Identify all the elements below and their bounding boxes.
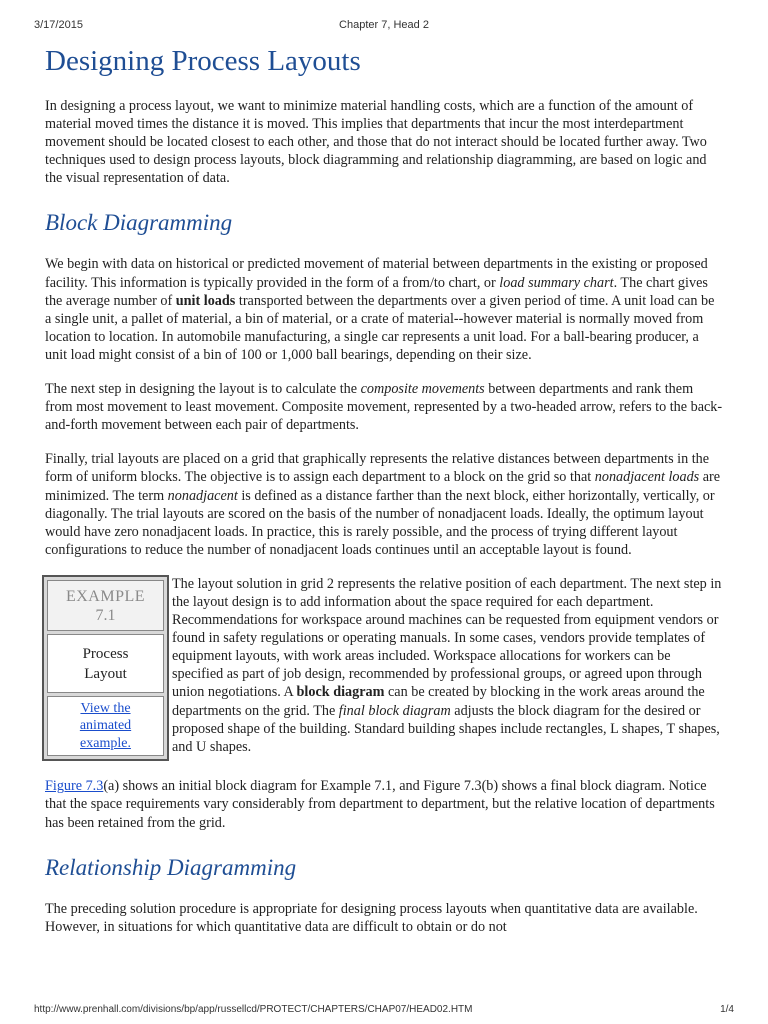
page-title: Designing Process Layouts <box>45 45 361 77</box>
relationship-diagramming-heading: Relationship Diagramming <box>45 854 297 880</box>
block-diagram-term: block diagram <box>296 684 385 701</box>
example-box <box>42 575 169 762</box>
unit-loads-term: unit loads <box>175 292 236 309</box>
page-number: 1/4 <box>720 1004 734 1015</box>
block-paragraph-2: The next step in designing the layout is to calculate the composite movements between departments and rank them from most movement to least movement. Composite movement, represented by a two-headed arrow, refers to the back-and-forth movement between each pair of departments. <box>45 381 723 434</box>
page-url: http://www.prenhall.com/divisions/bp/app/russellcd/PROTECT/CHAPTERS/CHAP07/HEAD02.HTM <box>34 1004 473 1015</box>
block-paragraph-5: Figure 7.3(a) shows an initial block diagram for Example 7.1, and Figure 7.3(b) shows a final block diagram. Notice that the space requirements vary considerably from department to department, but the relative location of departments has been retained from the grid. <box>45 778 715 831</box>
nonadjacent-loads-term: nonadjacent loads <box>594 469 700 486</box>
print-footer <box>0 1004 768 1024</box>
block-diagramming-heading: Block Diagramming <box>45 210 233 236</box>
block-paragraph-1: We begin with data on historical or predicted movement of material between departments in the existing or proposed facility. This information is typically provided in the form of a from/to chart, or load summary chart. The chart gives the average number of unit loads transported between the departments over a given period of time. A unit load can be a single unit, a pallet of material, a bin of material, or a crate of material--however material is normally moved from location to location. In automobile manufacturing, a single car represents a unit load. For a ball-bearing producer, a unit load might consist of a bin of 100 or 1,000 ball bearings, depending on their size. <box>45 256 715 363</box>
block-paragraph-3: Finally, trial layouts are placed on a grid that graphically represents the relative distances between departments in the form of uniform blocks. The objective is to assign each department to a block on the grid so that nonadjacent loads are minimized. The term nonadjacent is defined as a distance farther than the next block, either horizontally, vertically, or diagonally. The trial layouts are scored on the basis of the number of nonadjacent loads. Ideally, the optimum layout would have zero nonadjacent loads. In practice, this is rarely possible, and the process of trying different layout configurations to reduce the number of nonadjacent loads continues until an acceptable layout is found. <box>45 451 721 558</box>
view-animated-example-link[interactable]: View the animated example. <box>79 700 132 751</box>
article <box>45 44 723 952</box>
composite-movements-term: composite movements <box>360 381 485 398</box>
load-summary-chart-term: load summary chart <box>499 274 614 291</box>
block-paragraph-4: The layout solution in grid 2 represents the relative position of each department. The next step in the layout design is to add information about the space required for each department. Recommendations for workspace around machines can be requested from equipment vendors or found in safety regulations or operating manuals. In some cases, vendors provide templates of equipment layouts, with work areas included. Workspace allocations for workers can be specified as part of job design, recommended by professional groups, or agreed upon through union negotiations. A block diagram can be created by blocking in the work areas around the departments on the grid. The final block diagram adjusts the block diagram for the desired or proposed shape of the building. Standard building shapes include rectangles, L shapes, T shapes, and U shapes. <box>172 575 722 755</box>
intro-paragraph: In designing a process layout, we want to minimize material handling costs, which are a function of the amount of material moved times the distance it is moved. This implies that departments that incur the most interdepartment movement should be located closest to each other, and those that do not interact should be located further away. Two techniques used to design process layouts, block diagramming and relationship diagramming, are based on logic and the visual representation of data. <box>45 98 707 187</box>
print-title: Chapter 7, Head 2 <box>339 19 429 31</box>
final-block-diagram-term: final block diagram <box>338 702 451 719</box>
nonadjacent-term: nonadjacent <box>167 487 238 504</box>
example-label: EXAMPLE 7.1 <box>47 580 164 631</box>
example-name: Process Layout <box>47 634 164 693</box>
relationship-paragraph-1: The preceding solution procedure is appropriate for designing process layouts when quantitative data are available. However, in situations for which quantitative data are difficult to obtain or do not <box>45 900 698 935</box>
example-section <box>45 575 723 762</box>
print-date: 3/17/2015 <box>34 19 83 31</box>
print-header <box>0 0 768 30</box>
figure-7-3-link[interactable]: Figure 7.3 <box>45 778 104 795</box>
example-text <box>172 575 723 756</box>
view-animated-example-cell <box>47 696 164 757</box>
